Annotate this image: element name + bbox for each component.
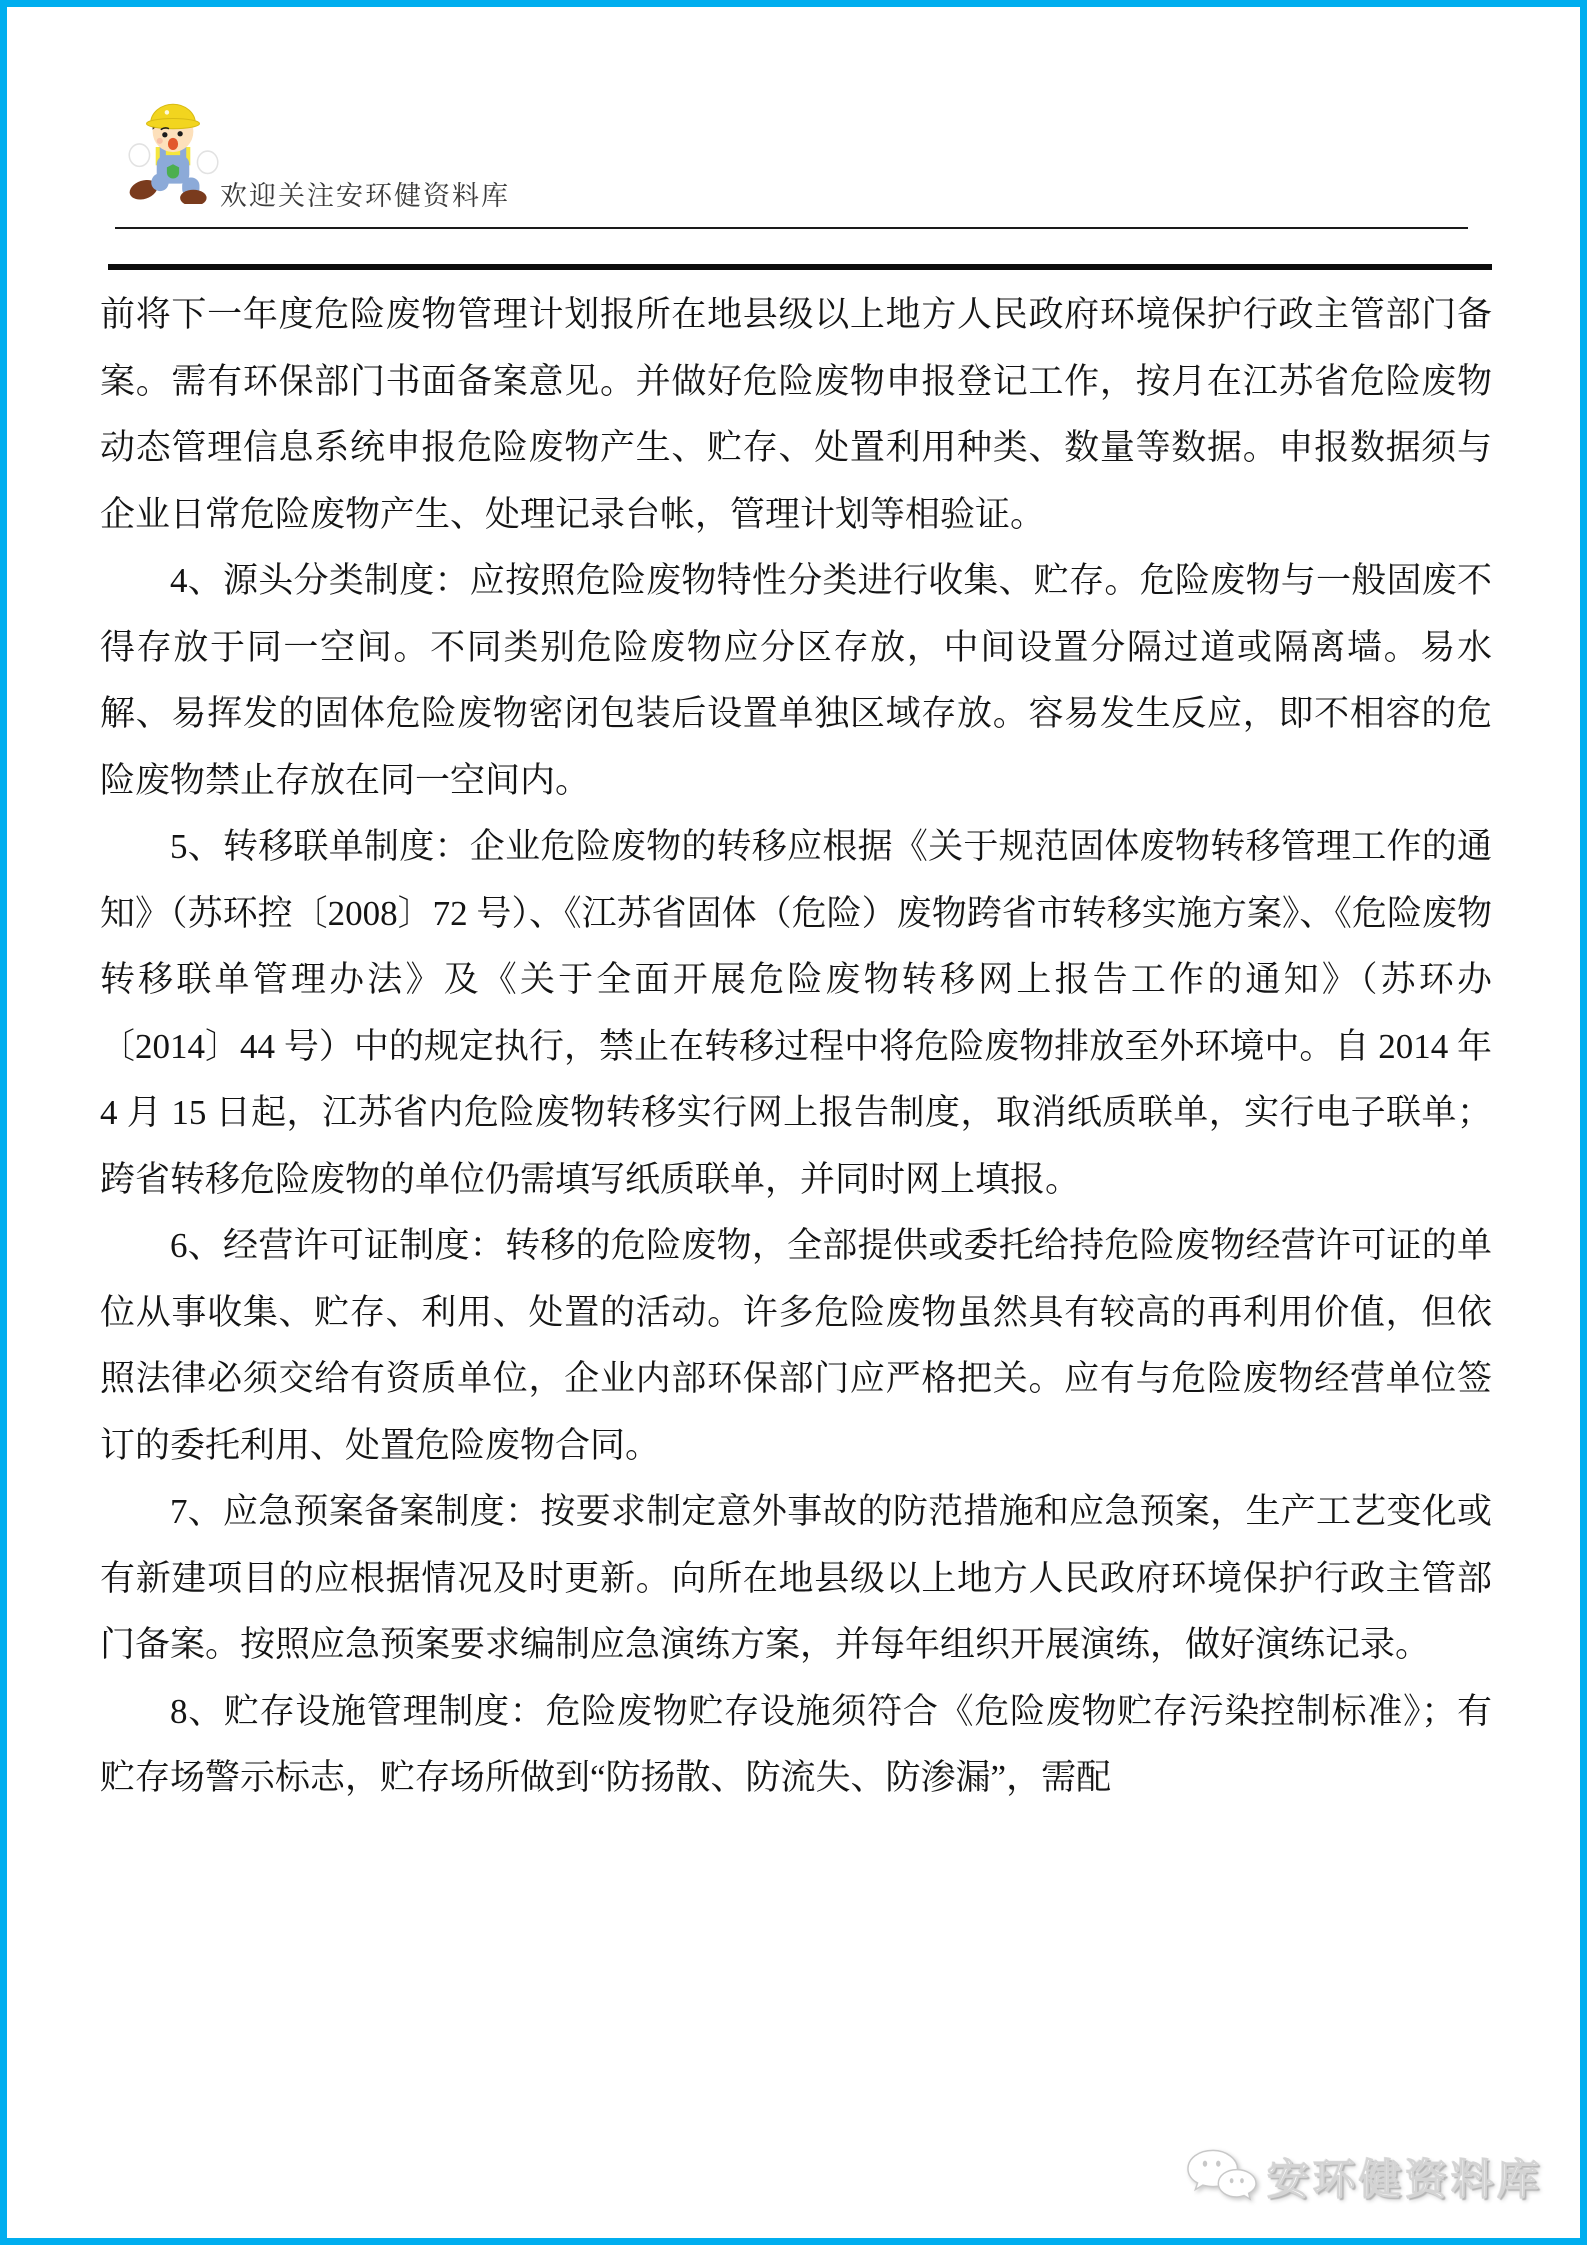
footer-watermark: [1185, 2146, 1543, 2208]
header-rule-thin: [115, 227, 1468, 229]
wechat-icon: [1185, 2146, 1259, 2208]
paragraph-item-6: 6、经营许可证制度：转移的危险废物，全部提供或委托给持危险废物经营许可证的单位从事收集、贮存、利用、处置的活动。许多危险废物虽然具有较高的再利用价值，但依照法律必须交给有资质单位，企业内部环保部门应严格把关。应有与危险废物经营单位签订的委托利用、处置危险废物合同。: [100, 1226, 1492, 1465]
watermark-text: 安环健资料库: [1266, 2156, 1543, 2203]
paragraph-item-4: 4、源头分类制度：应按照危险废物特性分类进行收集、贮存。危险废物与一般固废不得存放于同一空间。不同类别危险废物应分区存放，中间设置分隔过道或隔离墙。易水解、易挥发的固体危险废物密闭包装后设置单独区域存放。容易发生反应，即不相容的危险废物禁止存放在同一空间内。: [100, 561, 1492, 800]
paragraph-item-5: 5、转移联单制度：企业危险废物的转移应根据《关于规范固体废物转移管理工作的通知》（苏环控〔2008〕72 号）、《江苏省固体（危险）废物跨省市转移实施方案》、《危险废物转移联单管理办法》及《关于全面开展危险废物转移网上报告工作的通知》（苏环办〔2014〕44 号）中的规定执行，禁止在转移过程中将危险废物排放至外环境中。自 2014 年 4 月 15 日起，江苏省内危险废物转移实行网上报告制度，取消纸质联单，实行电子联单；跨省转移危险废物的单位仍需填写纸质联单，并同时网上填报。: [100, 827, 1492, 1199]
banner-text: 欢迎关注安环健资料库: [220, 181, 510, 211]
paragraph-item-7: 7、应急预案备案制度：按要求制定意外事故的防范措施和应急预案，生产工艺变化或有新建项目的应根据情况及时更新。向所在地县级以上地方人民政府环境保护行政主管部门备案。按照应急预案要求编制应急演练方案，并每年组织开展演练，做好演练记录。: [100, 1492, 1492, 1664]
header-rule-thick: [108, 264, 1492, 270]
document-body: [100, 282, 1492, 1812]
paragraph-continuation: 前将下一年度危险废物管理计划报所在地县级以上地方人民政府环境保护行政主管部门备案。需有环保部门书面备案意见。并做好危险废物申报登记工作，按月在江苏省危险废物动态管理信息系统申报危险废物产生、贮存、处置利用种类、数量等数据。申报数据须与企业日常危险废物产生、处理记录台帐，管理计划等相验证。: [100, 295, 1492, 534]
paragraph-item-8: 8、贮存设施管理制度：危险废物贮存设施须符合《危险废物贮存污染控制标准》；有贮存场警示标志，贮存场所做到“防扬散、防流失、防渗漏”，需配: [100, 1691, 1492, 1797]
worker-mascot-icon: [126, 90, 220, 204]
